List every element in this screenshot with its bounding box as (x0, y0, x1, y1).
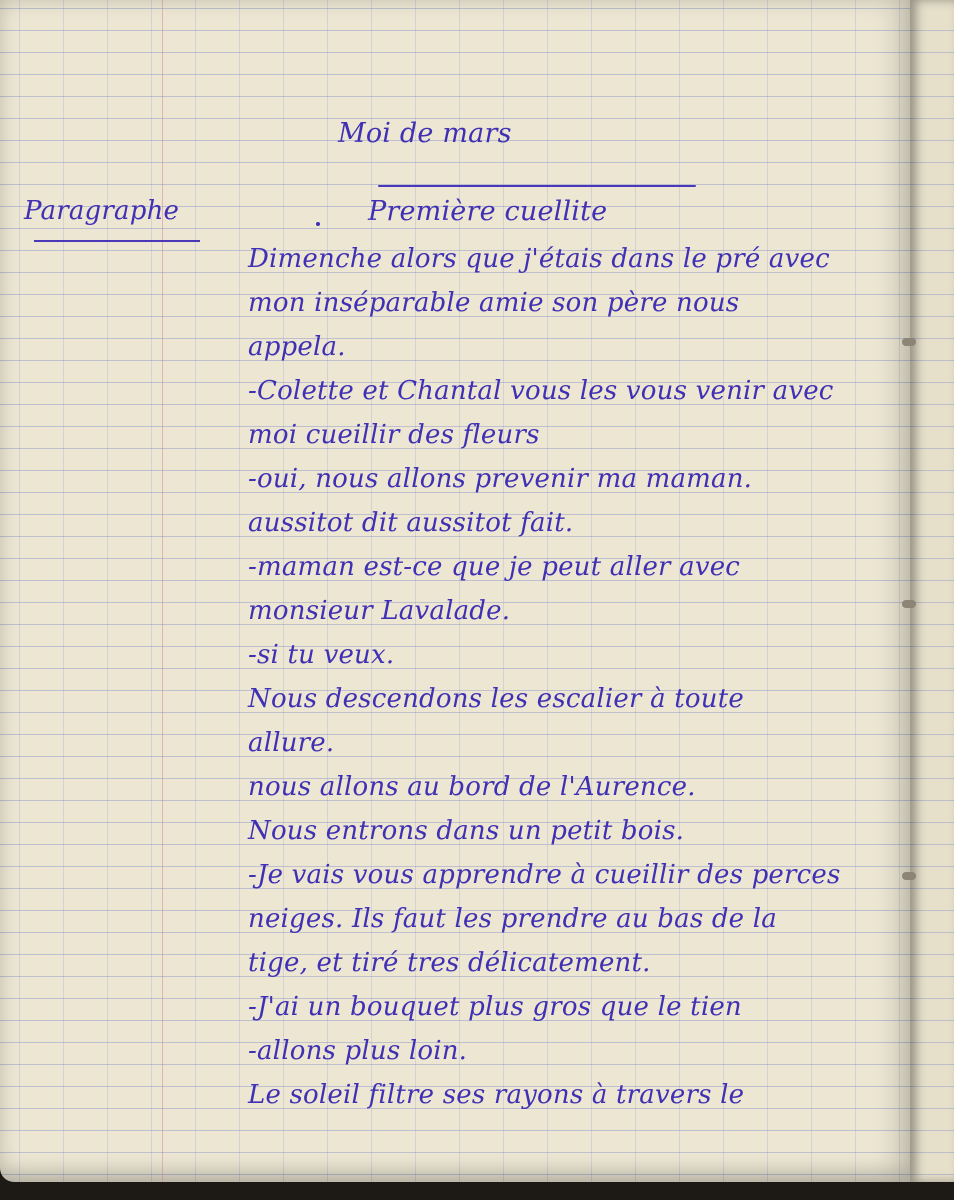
binding-hole (902, 338, 916, 346)
text-line: allure. (248, 728, 335, 758)
text-line: -maman est-ce que je peut aller avec (248, 552, 741, 582)
text-line: -oui, nous allons prevenir ma maman. (248, 464, 753, 494)
text-line: -Colette et Chantal vous les vous venir avec (248, 376, 834, 406)
text-line: nous allons au bord de l'Aurence. (248, 772, 696, 802)
text-line: Dimenche alors que j'étais dans le pré avec (248, 244, 830, 274)
text-line: Nous descendons les escalier à toute (248, 684, 744, 714)
text-line: monsieur Lavalade. (248, 596, 511, 626)
text-line: aussitot dit aussitot fait. (248, 508, 574, 538)
text-line: neiges. Ils faut les prendre au bas de la (248, 904, 777, 934)
margin-line (162, 0, 163, 1182)
title-underline (378, 185, 696, 187)
text-line: appela. (248, 332, 346, 362)
text-line: tige, et tiré tres délicatement. (248, 948, 651, 978)
text-line: -si tu veux. (248, 640, 395, 670)
text-line: mon inséparable amie son père nous (248, 288, 740, 318)
text-line: -J'ai un bouquet plus gros que le tien (248, 992, 742, 1022)
text-line: Nous entrons dans un petit bois. (248, 816, 685, 846)
adjacent-page-edge (910, 0, 954, 1182)
text-line: moi cueillir des fleurs (248, 420, 540, 450)
binding-hole (902, 872, 916, 880)
text-line: Le soleil filtre ses rayons à travers le (248, 1080, 745, 1110)
text-line: -Je vais vous apprendre à cueillir des perces (248, 860, 841, 890)
bullet-dot (316, 222, 320, 226)
text-line: -allons plus loin. (248, 1036, 468, 1066)
binding-hole (902, 600, 916, 608)
margin-label-underline (34, 240, 200, 242)
page-title: Moi de mars (338, 118, 512, 149)
section-subtitle: Première cuellite (368, 196, 608, 227)
margin-label: Paragraphe (24, 196, 180, 226)
